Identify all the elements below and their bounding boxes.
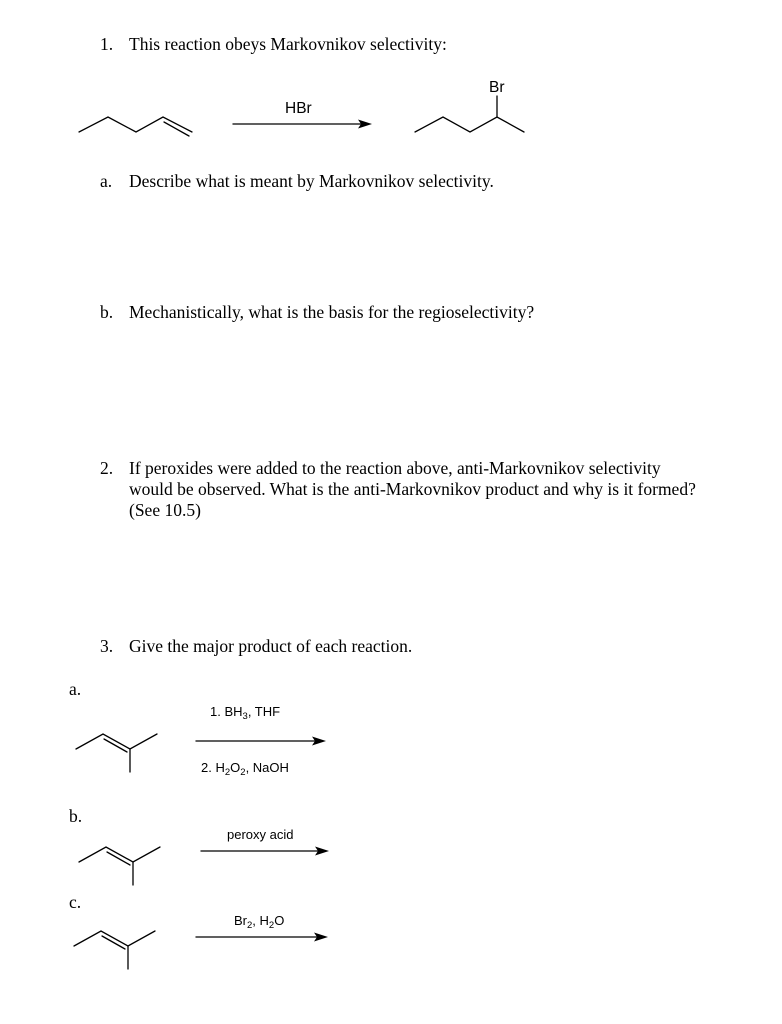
butene-skeleton [79,117,192,132]
question-1-number: 1. [100,34,114,54]
q3a-step2-reagent: 2. $H_2O_2$, NaOH [201,760,289,778]
q1b-label: b. [100,302,114,322]
q1a-label: a. [100,171,113,191]
q3c-label: c. [69,892,82,912]
q1b-text: Mechanistically, what is the basis for the regioselectivity? [129,302,535,322]
question-3-number: 3. [100,636,114,656]
q1a-text: Describe what is meant by Markovnikov selectivity. [129,171,494,191]
q3b-reagent: peroxy acid [227,827,294,842]
question-1-text: This reaction obeys Markovnikov selectivity: [129,34,447,54]
q1-reagent: HBr [285,100,312,117]
question-2-number: 2. [100,458,114,478]
question-2-line1: If peroxides were added to the reaction above, anti-Markovnikov selectivity [129,458,661,478]
question-2-line2: would be observed. What is the anti-Markovnikov product and why is it formed? [129,479,696,499]
bromobutane-skeleton [415,117,524,132]
question-2-line3: (See 10.5) [129,500,201,520]
q3a-step1-reagent: 1. $BH_3$, THF [210,704,281,722]
q1-product-bromine: Br [489,79,505,96]
q3b-label: b. [69,806,83,826]
q3c-reagent: $Br_2$, $H_2O$ [234,913,285,931]
q3a-label: a. [69,679,82,699]
question-3-text: Give the major product of each reaction. [129,636,413,656]
